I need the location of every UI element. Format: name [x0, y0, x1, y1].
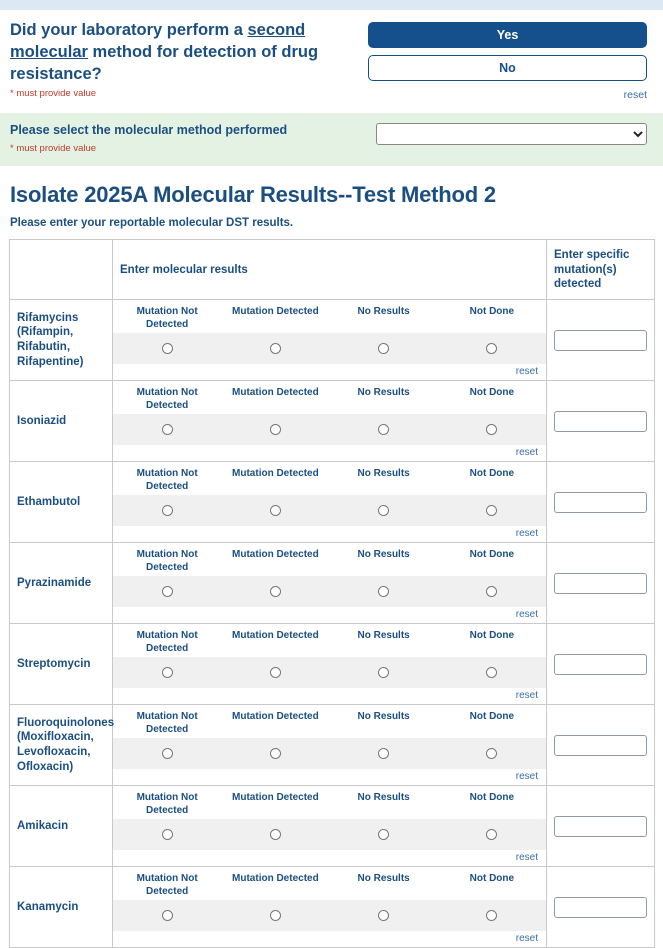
option-2[interactable]	[330, 705, 438, 738]
radio-cell-2	[330, 578, 438, 604]
header-drug	[10, 240, 113, 300]
option-label: Not Done	[469, 549, 515, 561]
option-3[interactable]	[438, 705, 546, 738]
molecular-method-required-note: * must provide value	[10, 143, 97, 155]
radio-row	[113, 497, 546, 523]
option-0[interactable]	[113, 300, 221, 333]
radio-row	[113, 578, 546, 604]
mutation-input[interactable]	[554, 735, 647, 756]
radio-strip	[113, 657, 546, 688]
mutation-input-cell	[547, 543, 655, 624]
radio-button-2[interactable]	[378, 424, 389, 435]
radio-cell-3	[438, 497, 546, 523]
option-labels-row	[113, 867, 546, 900]
radio-cell-2	[330, 659, 438, 685]
table-row	[10, 705, 655, 786]
mutation-input-cell	[547, 300, 655, 381]
option-label: Not Done	[469, 711, 515, 723]
second-method-required-note: * must provide value	[10, 88, 97, 100]
mutation-input-cell	[547, 786, 655, 867]
radio-cell-1	[221, 578, 329, 604]
radio-cell-3	[438, 659, 546, 685]
table-row	[10, 381, 655, 462]
option-label: No Results	[357, 387, 410, 399]
option-label: Mutation Detected	[232, 549, 319, 561]
option-2[interactable]	[330, 624, 438, 657]
radio-button-1[interactable]	[270, 586, 281, 597]
radio-button-0[interactable]	[162, 667, 173, 678]
radio-strip	[113, 414, 546, 445]
option-1[interactable]	[221, 786, 329, 819]
mutation-input-cell	[547, 867, 655, 948]
question-text-part2: method for detection of drug resistance?	[10, 42, 319, 83]
radio-strip	[113, 900, 546, 931]
radio-button-2[interactable]	[378, 667, 389, 678]
radio-button-0[interactable]	[162, 748, 173, 759]
radio-button-3[interactable]	[486, 910, 497, 921]
mutation-input-cell	[547, 624, 655, 705]
molecular-result-options-cell	[113, 624, 547, 705]
option-3[interactable]	[438, 462, 546, 495]
option-label: Mutation Detected	[232, 711, 319, 723]
table-row	[10, 543, 655, 624]
radio-cell-0	[113, 740, 221, 766]
radio-row	[113, 902, 546, 928]
radio-cell-2	[330, 416, 438, 442]
drug-name-cell: Isoniazid	[10, 381, 113, 462]
option-label: Not Done	[469, 468, 515, 480]
row-reset-link[interactable]: reset	[515, 609, 538, 621]
mutation-input-cell	[547, 705, 655, 786]
option-0[interactable]	[113, 867, 221, 900]
option-0[interactable]	[113, 786, 221, 819]
table-body	[10, 300, 655, 948]
radio-cell-2	[330, 335, 438, 361]
mutation-input[interactable]	[554, 330, 647, 351]
option-1[interactable]	[221, 381, 329, 414]
molecular-result-options-cell	[113, 867, 547, 948]
radio-button-1[interactable]	[270, 505, 281, 516]
radio-cell-0	[113, 578, 221, 604]
radio-cell-3	[438, 821, 546, 847]
option-labels-row	[113, 381, 546, 414]
option-labels-row	[113, 300, 546, 333]
radio-cell-3	[438, 578, 546, 604]
mutation-input-cell	[547, 381, 655, 462]
option-label: Mutation Not Detected	[136, 387, 198, 411]
option-2[interactable]	[330, 543, 438, 576]
radio-strip	[113, 738, 546, 769]
option-labels-row	[113, 543, 546, 576]
radio-cell-2	[330, 740, 438, 766]
radio-cell-3	[438, 902, 546, 928]
option-3[interactable]	[438, 300, 546, 333]
radio-button-0[interactable]	[162, 586, 173, 597]
option-0[interactable]	[113, 381, 221, 414]
row-reset-link[interactable]: reset	[515, 852, 538, 864]
radio-button-0[interactable]	[162, 505, 173, 516]
mutation-input[interactable]	[554, 492, 647, 513]
radio-button-2[interactable]	[378, 505, 389, 516]
radio-cell-0	[113, 902, 221, 928]
radio-cell-3	[438, 740, 546, 766]
radio-button-3[interactable]	[486, 748, 497, 759]
option-label: Not Done	[469, 306, 515, 318]
radio-button-1[interactable]	[270, 667, 281, 678]
option-label: Not Done	[469, 387, 515, 399]
option-2[interactable]	[330, 462, 438, 495]
option-label: Mutation Detected	[232, 387, 319, 399]
option-3[interactable]	[438, 543, 546, 576]
radio-cell-0	[113, 497, 221, 523]
radio-cell-1	[221, 497, 329, 523]
molecular-result-options-cell	[113, 462, 547, 543]
table-header	[10, 240, 655, 300]
yes-button[interactable]: Yes	[368, 22, 647, 48]
option-label: Mutation Detected	[232, 468, 319, 480]
option-3[interactable]	[438, 624, 546, 657]
table-row	[10, 867, 655, 948]
radio-button-1[interactable]	[270, 829, 281, 840]
option-2[interactable]	[330, 381, 438, 414]
radio-cell-1	[221, 821, 329, 847]
option-label: Mutation Detected	[232, 630, 319, 642]
radio-cell-0	[113, 335, 221, 361]
option-labels-row	[113, 462, 546, 495]
radio-button-3[interactable]	[486, 343, 497, 354]
option-label: Mutation Not Detected	[136, 630, 198, 654]
question-text-part1: Did your laboratory perform a	[10, 21, 248, 39]
row-reset-link[interactable]: reset	[515, 528, 538, 540]
radio-cell-3	[438, 416, 546, 442]
radio-button-2[interactable]	[378, 343, 389, 354]
option-label: Mutation Not Detected	[136, 792, 198, 816]
mutation-input[interactable]	[554, 573, 647, 594]
radio-cell-2	[330, 497, 438, 523]
option-2[interactable]	[330, 300, 438, 333]
option-0[interactable]	[113, 462, 221, 495]
molecular-method-select-wrap	[376, 123, 647, 145]
option-label: Mutation Detected	[232, 792, 319, 804]
second-method-reset-link[interactable]: reset	[623, 89, 647, 102]
radio-cell-2	[330, 821, 438, 847]
radio-button-3[interactable]	[486, 505, 497, 516]
option-1[interactable]	[221, 867, 329, 900]
radio-button-1[interactable]	[270, 748, 281, 759]
drug-name-cell: Ethambutol	[10, 462, 113, 543]
option-labels-row	[113, 624, 546, 657]
question-text-underlined: second molecular	[10, 21, 306, 61]
option-1[interactable]	[221, 300, 329, 333]
second-method-question-text	[10, 20, 368, 85]
option-1[interactable]	[221, 543, 329, 576]
radio-strip	[113, 495, 546, 526]
radio-button-3[interactable]	[486, 586, 497, 597]
second-method-question-block	[0, 10, 663, 85]
option-labels-row	[113, 705, 546, 738]
option-1[interactable]	[221, 705, 329, 738]
radio-cell-0	[113, 659, 221, 685]
radio-cell-1	[221, 902, 329, 928]
molecular-method-panel	[0, 113, 663, 166]
radio-button-1[interactable]	[270, 343, 281, 354]
option-3[interactable]	[438, 381, 546, 414]
radio-button-0[interactable]	[162, 343, 173, 354]
radio-button-3[interactable]	[486, 424, 497, 435]
option-3[interactable]	[438, 867, 546, 900]
option-0[interactable]	[113, 705, 221, 738]
radio-cell-0	[113, 821, 221, 847]
option-label: No Results	[357, 873, 410, 885]
radio-button-0[interactable]	[162, 424, 173, 435]
option-label: Mutation Detected	[232, 873, 319, 885]
results-table-wrap	[0, 239, 663, 948]
radio-button-0[interactable]	[162, 829, 173, 840]
row-reset-link[interactable]: reset	[515, 447, 538, 459]
page-subtitle: Please enter your reportable molecular DST results.	[10, 217, 294, 230]
option-label: No Results	[357, 630, 410, 642]
table-row	[10, 624, 655, 705]
row-reset-link[interactable]: reset	[515, 933, 538, 945]
drug-name-cell: Pyrazinamide	[10, 543, 113, 624]
option-0[interactable]	[113, 624, 221, 657]
radio-row	[113, 821, 546, 847]
molecular-result-options-cell	[113, 381, 547, 462]
table-row	[10, 300, 655, 381]
mutation-input[interactable]	[554, 654, 647, 675]
radio-row	[113, 740, 546, 766]
molecular-method-select[interactable]	[376, 123, 647, 145]
radio-cell-0	[113, 416, 221, 442]
radio-strip	[113, 333, 546, 364]
option-label: No Results	[357, 549, 410, 561]
radio-cell-1	[221, 416, 329, 442]
radio-button-2[interactable]	[378, 748, 389, 759]
radio-button-2[interactable]	[378, 910, 389, 921]
radio-button-2[interactable]	[378, 586, 389, 597]
header-mutations: Enter specific mutation(s) detected	[547, 240, 655, 300]
table-row	[10, 786, 655, 867]
option-label: No Results	[357, 306, 410, 318]
radio-row	[113, 335, 546, 361]
radio-row	[113, 416, 546, 442]
molecular-result-options-cell	[113, 543, 547, 624]
radio-strip	[113, 576, 546, 607]
radio-button-1[interactable]	[270, 910, 281, 921]
yes-no-button-group	[368, 20, 647, 81]
radio-button-0[interactable]	[162, 910, 173, 921]
row-reset-link[interactable]: reset	[515, 366, 538, 378]
option-label: Not Done	[469, 873, 515, 885]
option-label: No Results	[357, 468, 410, 480]
radio-cell-2	[330, 902, 438, 928]
drug-name-cell: Kanamycin	[10, 867, 113, 948]
molecular-results-table	[9, 239, 655, 948]
option-label: Mutation Not Detected	[136, 468, 198, 492]
option-label: Not Done	[469, 792, 515, 804]
radio-button-3[interactable]	[486, 829, 497, 840]
option-label: Mutation Not Detected	[136, 549, 198, 573]
mutation-input[interactable]	[554, 816, 647, 837]
table-row	[10, 462, 655, 543]
radio-cell-3	[438, 335, 546, 361]
option-2[interactable]	[330, 786, 438, 819]
drug-name-cell: Streptomycin	[10, 624, 113, 705]
drug-name-cell: Rifamycins (Rifampin, Rifabutin, Rifapentine)	[10, 300, 113, 381]
option-label: No Results	[357, 711, 410, 723]
radio-button-3[interactable]	[486, 667, 497, 678]
molecular-result-options-cell	[113, 705, 547, 786]
no-button[interactable]: No	[368, 55, 647, 81]
molecular-result-options-cell	[113, 786, 547, 867]
molecular-method-label: Please select the molecular method performed	[10, 123, 288, 138]
top-accent-bar	[0, 0, 663, 10]
radio-cell-1	[221, 335, 329, 361]
mutation-input-cell	[547, 462, 655, 543]
mutation-input[interactable]	[554, 411, 647, 432]
radio-button-1[interactable]	[270, 424, 281, 435]
radio-strip	[113, 819, 546, 850]
option-0[interactable]	[113, 543, 221, 576]
option-label: Mutation Not Detected	[136, 306, 198, 330]
row-reset-link[interactable]: reset	[515, 771, 538, 783]
drug-name-cell: Fluoroquinolones (Moxifloxacin, Levofloxacin, Ofloxacin)	[10, 705, 113, 786]
option-label: Mutation Detected	[232, 306, 319, 318]
option-1[interactable]	[221, 624, 329, 657]
radio-row	[113, 659, 546, 685]
page-title: Isolate 2025A Molecular Results--Test Method 2	[10, 182, 496, 208]
radio-cell-1	[221, 659, 329, 685]
option-label: No Results	[357, 792, 410, 804]
option-3[interactable]	[438, 786, 546, 819]
option-label: Not Done	[469, 630, 515, 642]
option-2[interactable]	[330, 867, 438, 900]
mutation-input[interactable]	[554, 897, 647, 918]
option-1[interactable]	[221, 462, 329, 495]
radio-cell-1	[221, 740, 329, 766]
radio-button-2[interactable]	[378, 829, 389, 840]
molecular-method-label-group	[10, 123, 376, 154]
table-header-row	[10, 240, 655, 300]
molecular-result-options-cell	[113, 300, 547, 381]
option-label: Mutation Not Detected	[136, 711, 198, 735]
header-results: Enter molecular results	[113, 240, 547, 300]
option-label: Mutation Not Detected	[136, 873, 198, 897]
option-labels-row	[113, 786, 546, 819]
row-reset-link[interactable]: reset	[515, 690, 538, 702]
drug-name-cell: Amikacin	[10, 786, 113, 867]
